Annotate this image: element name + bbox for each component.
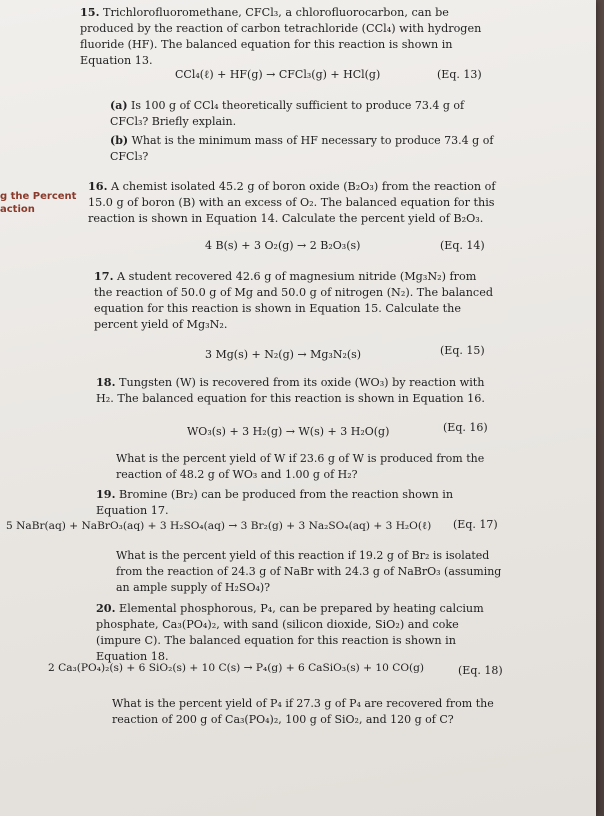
question-20 bbox=[96, 600, 502, 665]
equation-14: 4 B(s) + 3 O₂(g) → 2 B₂O₃(s) bbox=[205, 239, 361, 252]
part-text: What is the minimum mass of HF necessary to produce 73.4 g of CFCl₃? bbox=[110, 134, 494, 163]
equation-17: 5 NaBr(aq) + NaBrO₃(aq) + 3 H₂SO₄(aq) → 3 Br₂(g) + 3 Na₂SO₄(aq) + 3 H₂O(ℓ) bbox=[6, 520, 432, 532]
question-16 bbox=[88, 178, 496, 227]
equation-14-label: (Eq. 14) bbox=[440, 239, 485, 252]
question-number: 20. bbox=[96, 601, 116, 615]
equation-17-label: (Eq. 17) bbox=[453, 518, 498, 531]
margin-heading bbox=[0, 190, 76, 216]
question-number: 16. bbox=[88, 179, 108, 193]
question-number: 19. bbox=[96, 487, 116, 501]
part-text: Is 100 g of CCl₄ theoretically sufficient to produce 73.4 g of CFCl₃? Briefly explain. bbox=[110, 99, 465, 128]
question-15b bbox=[110, 133, 500, 165]
question-20-followup: What is the percent yield of P₄ if 27.3 g of P₄ are recovered from the reaction of 200 g of Ca₃(PO₄)₂, 100 g of SiO₂, and 120 g of C? bbox=[112, 697, 494, 726]
question-18 bbox=[96, 374, 498, 407]
question-text: Trichlorofluoromethane, CFCl₃, a chlorofluorocarbon, can be produced by the reaction of carbon tetrachloride (CCl₄) with hydrogen fluoride (HF). The balanced equation for this reaction is shown in Equation 13. bbox=[80, 6, 482, 67]
question-text: Tungsten (W) is recovered from its oxide (WO₃) by reaction with H₂. The balanced equation for this reaction is shown in Equation 16. bbox=[96, 376, 485, 405]
question-15 bbox=[80, 4, 500, 69]
margin-heading-line1: g the Percent bbox=[0, 191, 77, 202]
equation-13-label: (Eq. 13) bbox=[437, 68, 482, 81]
question-number: 18. bbox=[96, 375, 116, 389]
part-label: (a) bbox=[110, 99, 128, 112]
question-text: Bromine (Br₂) can be produced from the reaction shown in Equation 17. bbox=[96, 488, 454, 517]
equation-16: WO₃(s) + 3 H₂(g) → W(s) + 3 H₂O(g) bbox=[187, 425, 390, 438]
question-text: A student recovered 42.6 g of magnesium nitride (Mg₃N₂) from the reaction of 50.0 g of Mg and 50.0 g of nitrogen (N₂). The balanced equation for this reaction is shown in Equation 15. Calculate the percent yield of Mg₃N₂. bbox=[94, 270, 493, 331]
question-text: A chemist isolated 45.2 g of boron oxide (B₂O₃) from the reaction of 15.0 g of boron (B) with an excess of O₂. The balanced equation for this reaction is shown in Equation 14. Calculate the percent yield of B₂O₃. bbox=[88, 180, 496, 225]
equation-15-label: (Eq. 15) bbox=[440, 344, 485, 357]
equation-15: 3 Mg(s) + N₂(g) → Mg₃N₂(s) bbox=[205, 348, 362, 361]
question-18-followup: What is the percent yield of W if 23.6 g of W is produced from the reaction of 48.2 g of WO₃ and 1.00 g of H₂? bbox=[116, 452, 485, 481]
equation-16-label: (Eq. 16) bbox=[443, 421, 488, 434]
question-17 bbox=[94, 268, 496, 333]
equation-18-label: (Eq. 18) bbox=[458, 664, 503, 677]
question-15a bbox=[110, 98, 500, 130]
margin-heading-line2: action bbox=[0, 204, 35, 215]
equation-18: 2 Ca₃(PO₄)₂(s) + 6 SiO₂(s) + 10 C(s) → P₄(g) + 6 CaSiO₃(s) + 10 CO(g) bbox=[48, 662, 425, 674]
equation-13: CCl₄(ℓ) + HF(g) → CFCl₃(g) + HCl(g) bbox=[175, 68, 381, 81]
question-number: 15. bbox=[80, 5, 100, 19]
part-label: (b) bbox=[110, 134, 129, 147]
question-number: 17. bbox=[94, 269, 114, 283]
question-19 bbox=[96, 486, 500, 519]
question-19-followup: What is the percent yield of this reaction if 19.2 g of Br₂ is isolated from the reaction of 24.3 g of NaBr with 24.3 g of NaBrO₃ (assuming an ample supply of H₂SO₄)? bbox=[116, 549, 502, 594]
question-text: Elemental phosphorous, P₄, can be prepared by heating calcium phosphate, Ca₃(PO₄)₂, with sand (silicon dioxide, SiO₂) and coke (impure C). The balanced equation for this reaction is shown in Equation 18. bbox=[96, 602, 484, 663]
